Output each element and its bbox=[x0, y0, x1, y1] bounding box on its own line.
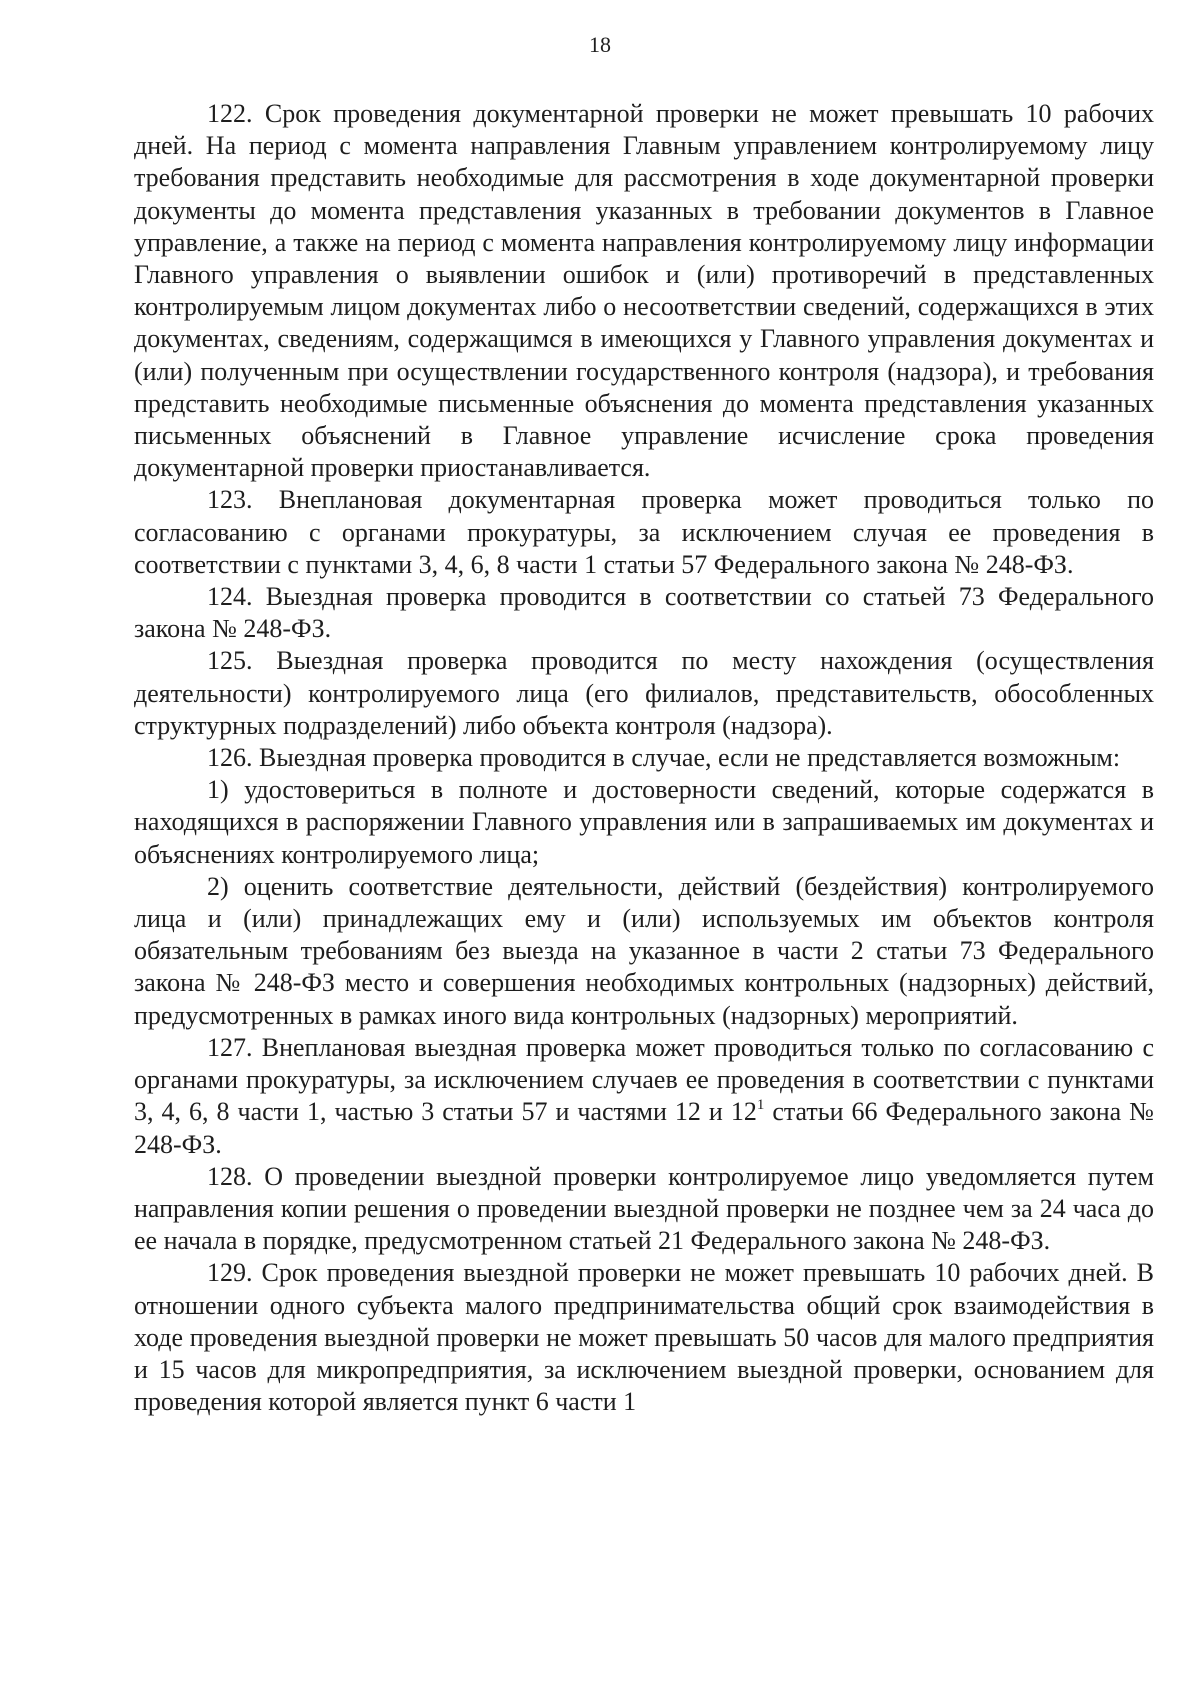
paragraph-124: 124. Выездная проверка проводится в соответствии со статьей 73 Федерального закона № 248-ФЗ. bbox=[134, 582, 1154, 644]
paragraph-127-text-end: статьи 66 Федерального закона № 248-ФЗ. bbox=[134, 1097, 1154, 1159]
paragraph-128: 128. О проведении выездной проверки контролируемое лицо уведомляется путем направления копии решения о проведении выездной проверки не позднее чем за 24 часа до ее начала в порядке, предусмотренном статьей 21 Федерального закона № 248-ФЗ. bbox=[134, 1161, 1154, 1256]
page-number: 18 bbox=[589, 32, 611, 57]
document-body bbox=[134, 98, 1154, 1418]
paragraph-123: 123. Внеплановая документарная проверка может проводиться только по согласованию с органами прокуратуры, за исключением случая ее проведения в соответствии с пунктами 3, 4, 6, 8 части 1 статьи 57 Федерального закона № 248-ФЗ. bbox=[134, 485, 1154, 579]
paragraph-125: 125. Выездная проверка проводится по месту нахождения (осуществления деятельности) контролируемого лица (его филиалов, представительств, обособленных структурных подразделений) либо объекта контроля (надзора). bbox=[134, 646, 1154, 740]
superscript-mark: 1 bbox=[756, 1097, 765, 1114]
paragraph-127 bbox=[134, 1032, 1154, 1161]
paragraph-127-text: 127. Внеплановая выездная проверка может проводиться только по согласованию с органами прокуратуры, за исключением случаев ее проведения в соответствии с пунктами 3, 4, 6, 8 части 1, частью 3 статьи 57 и частями 12 и 12 bbox=[134, 1032, 1154, 1127]
paragraph-126-item-1: 1) удостовериться в полноте и достоверности сведений, которые содержатся в находящихся в распоряжении Главного управления или в запрашиваемых им документах и объяснениях контролируемого лица; bbox=[134, 775, 1154, 869]
paragraph-122: 122. Срок проведения документарной проверки не может превышать 10 рабочих дней. На период с момента направления Главным управлением контролируемому лицу требования представить необходимые для рассмотрения в ходе документарной проверки документы до момента представления указанных в требовании документов в Главное управление, а также на период с момента направления контролируемому лицу информации Главного управления о выявлении ошибок и (или) противоречий в представленных контролируемым лицом документах либо о несоответствии сведений, содержащихся в этих документах, сведениям, содержащимся в имеющихся у Главного управления документах и (или) полученным при осуществлении государственного контроля (надзора), и требования представить необходимые письменные объяснения до момента представления указанных письменных объяснений в Главное управление исчисление срока проведения документарной проверки приостанавливается. bbox=[134, 99, 1154, 483]
paragraph-126-item-2: 2) оценить соответствие деятельности, действий (бездействия) контролируемого лица и (или) принадлежащих ему и (или) используемых им объектов контроля обязательным требованиям без выезда на указанное в части 2 статьи 73 Федерального закона № 248-ФЗ место и совершения необходимых контрольных (надзорных) действий, предусмотренных в рамках иного вида контрольных (надзорных) мероприятий. bbox=[134, 871, 1154, 1030]
paragraph-129: 129. Срок проведения выездной проверки не может превышать 10 рабочих дней. В отношении одного субъекта малого предпринимательства общий срок взаимодействия в ходе проведения выездной проверки не может превышать 50 часов для малого предприятия и 15 часов для микропредприятия, за исключением выездной проверки, основанием для проведения которой является пункт 6 части 1 bbox=[134, 1258, 1154, 1417]
paragraph-126: 126. Выездная проверка проводится в случае, если не представляется возможным: bbox=[207, 743, 1121, 773]
